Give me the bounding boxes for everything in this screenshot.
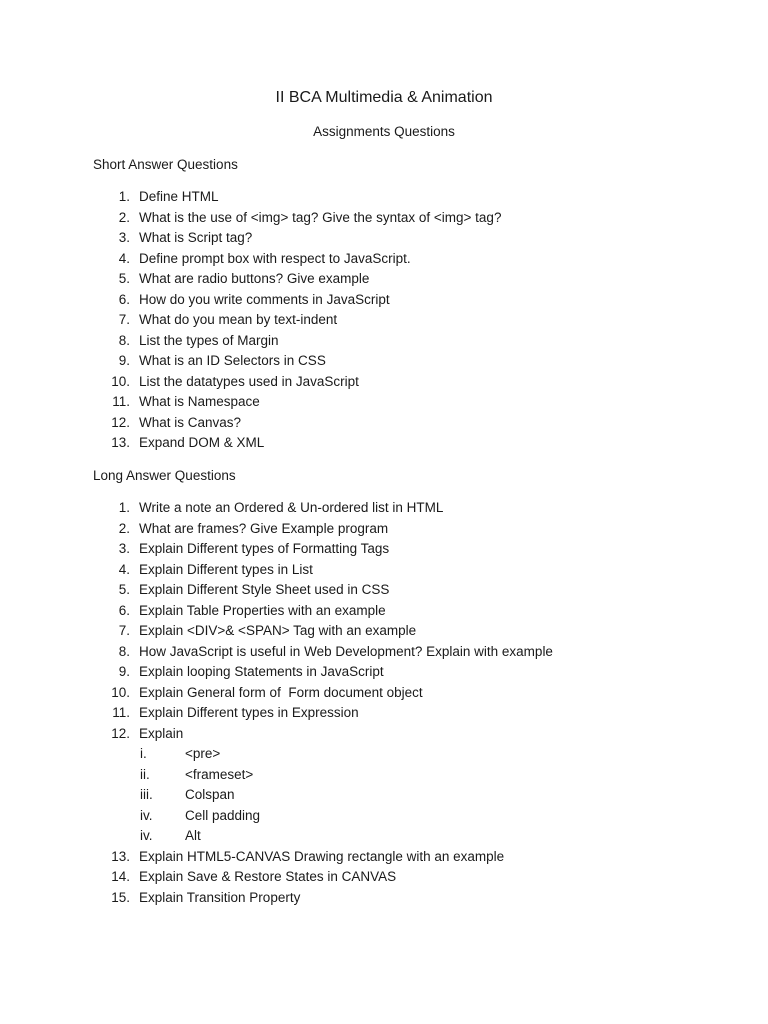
item-text: How do you write comments in JavaScript — [139, 291, 390, 307]
long-answer-heading: Long Answer Questions — [93, 468, 236, 483]
item-text: What is an ID Selectors in CSS — [139, 353, 326, 368]
list-item — [0, 847, 768, 868]
item-text: Define prompt box with respect to JavaScript. — [139, 250, 411, 266]
item-text: Explain Different types of Formatting Tags — [139, 541, 390, 556]
list-item — [0, 621, 768, 642]
item-number: 12. — [111, 725, 130, 741]
page-title: II BCA Multimedia & Animation — [275, 89, 493, 106]
item-number: 13. — [111, 435, 130, 450]
sub-item-text: Alt — [185, 828, 201, 843]
item-text: Explain Table Properties with an example — [139, 602, 386, 618]
list-item — [0, 351, 768, 372]
item-number: 6. — [118, 602, 130, 618]
item-text: Explain HTML5-CANVAS Drawing rectangle with an example — [139, 848, 505, 864]
item-text: What is Namespace — [139, 394, 260, 409]
list-item — [0, 290, 768, 311]
item-text: What do you mean by text-indent — [139, 312, 338, 327]
item-text: Explain Different Style Sheet used in CSS — [139, 582, 390, 597]
list-item — [0, 433, 768, 454]
long-answer-list — [0, 498, 768, 908]
list-item — [0, 867, 768, 888]
item-text: Explain Save & Restore States in CANVAS — [139, 869, 397, 884]
item-text: Explain Transition Property — [139, 889, 301, 905]
item-number: 10. — [111, 373, 130, 389]
item-number: 4. — [118, 250, 130, 266]
sub-list-item — [0, 826, 768, 847]
item-text: How JavaScript is useful in Web Development? Explain with example — [139, 643, 553, 659]
item-number: 8. — [118, 643, 130, 659]
sub-item-numeral: iii. — [140, 787, 153, 802]
item-text: What is Script tag? — [139, 230, 253, 245]
sub-item-text: Colspan — [185, 787, 235, 802]
item-text: What are radio buttons? Give example — [139, 271, 370, 286]
item-number: 3. — [118, 230, 130, 245]
list-item — [0, 392, 768, 413]
item-number: 4. — [118, 561, 130, 577]
list-item — [0, 310, 768, 331]
list-item — [0, 208, 768, 229]
sub-item-text: <pre> — [185, 746, 221, 761]
list-item — [0, 269, 768, 290]
item-text: List the datatypes used in JavaScript — [139, 373, 359, 389]
item-text: Explain General form of Form document object — [139, 684, 423, 700]
item-text: Explain <DIV>& <SPAN> Tag with an example — [139, 623, 417, 638]
item-text: What is Canvas? — [139, 414, 242, 430]
list-item — [0, 498, 768, 519]
sub-list-item — [0, 785, 768, 806]
sub-item-numeral: iv. — [140, 828, 153, 843]
list-item — [0, 539, 768, 560]
list-item — [0, 519, 768, 540]
list-item — [0, 580, 768, 601]
item-number: 15. — [111, 889, 130, 905]
sub-item-numeral: ii. — [140, 766, 150, 782]
item-number: 5. — [118, 271, 130, 286]
page-subtitle: Assignments Questions — [313, 124, 455, 139]
short-answer-list — [0, 187, 768, 454]
list-item — [0, 888, 768, 909]
item-text: Explain looping Statements in JavaScript — [139, 664, 384, 679]
item-number: 6. — [118, 291, 130, 307]
item-number: 2. — [118, 209, 130, 225]
item-number: 8. — [118, 332, 130, 348]
item-number: 3. — [118, 541, 130, 556]
item-number: 1. — [118, 189, 130, 204]
item-text: What is the use of <img> tag? Give the syntax of <img> tag? — [139, 209, 502, 225]
item-text: Define HTML — [139, 189, 219, 204]
sub-item-numeral: i. — [140, 746, 147, 761]
list-item — [0, 683, 768, 704]
list-item — [0, 228, 768, 249]
list-item — [0, 601, 768, 622]
item-number: 9. — [118, 353, 130, 368]
list-item — [0, 249, 768, 270]
item-number: 5. — [118, 582, 130, 597]
item-text: Explain Different types in Expression — [139, 705, 359, 720]
list-item — [0, 642, 768, 663]
item-text: Write a note an Ordered & Un-ordered list in HTML — [139, 500, 444, 515]
sub-item-numeral: iv. — [140, 807, 153, 823]
list-item — [0, 413, 768, 434]
item-number: 12. — [111, 414, 130, 430]
item-text: Explain — [139, 725, 184, 741]
item-number: 1. — [118, 500, 130, 515]
list-item — [0, 187, 768, 208]
list-item — [0, 662, 768, 683]
item-text: List the types of Margin — [139, 332, 279, 348]
item-text: Explain Different types in List — [139, 561, 313, 577]
list-item — [0, 560, 768, 581]
sub-list-item — [0, 806, 768, 827]
item-number: 2. — [118, 520, 130, 536]
short-answer-heading: Short Answer Questions — [93, 157, 238, 172]
item-number: 10. — [111, 684, 130, 700]
item-number: 14. — [111, 869, 130, 884]
item-number: 7. — [118, 623, 130, 638]
sub-list-item — [0, 765, 768, 786]
sub-list-item — [0, 744, 768, 765]
item-text: Expand DOM & XML — [139, 435, 265, 450]
item-number: 9. — [118, 664, 130, 679]
list-item — [0, 372, 768, 393]
item-text: What are frames? Give Example program — [139, 520, 389, 536]
list-item — [0, 724, 768, 745]
sub-item-text: <frameset> — [185, 766, 254, 782]
list-item — [0, 703, 768, 724]
item-number: 7. — [118, 312, 130, 327]
item-number: 11. — [112, 705, 130, 720]
list-item — [0, 331, 768, 352]
sub-item-text: Cell padding — [185, 807, 261, 823]
item-number: 13. — [111, 848, 130, 864]
item-number: 11. — [112, 394, 130, 409]
